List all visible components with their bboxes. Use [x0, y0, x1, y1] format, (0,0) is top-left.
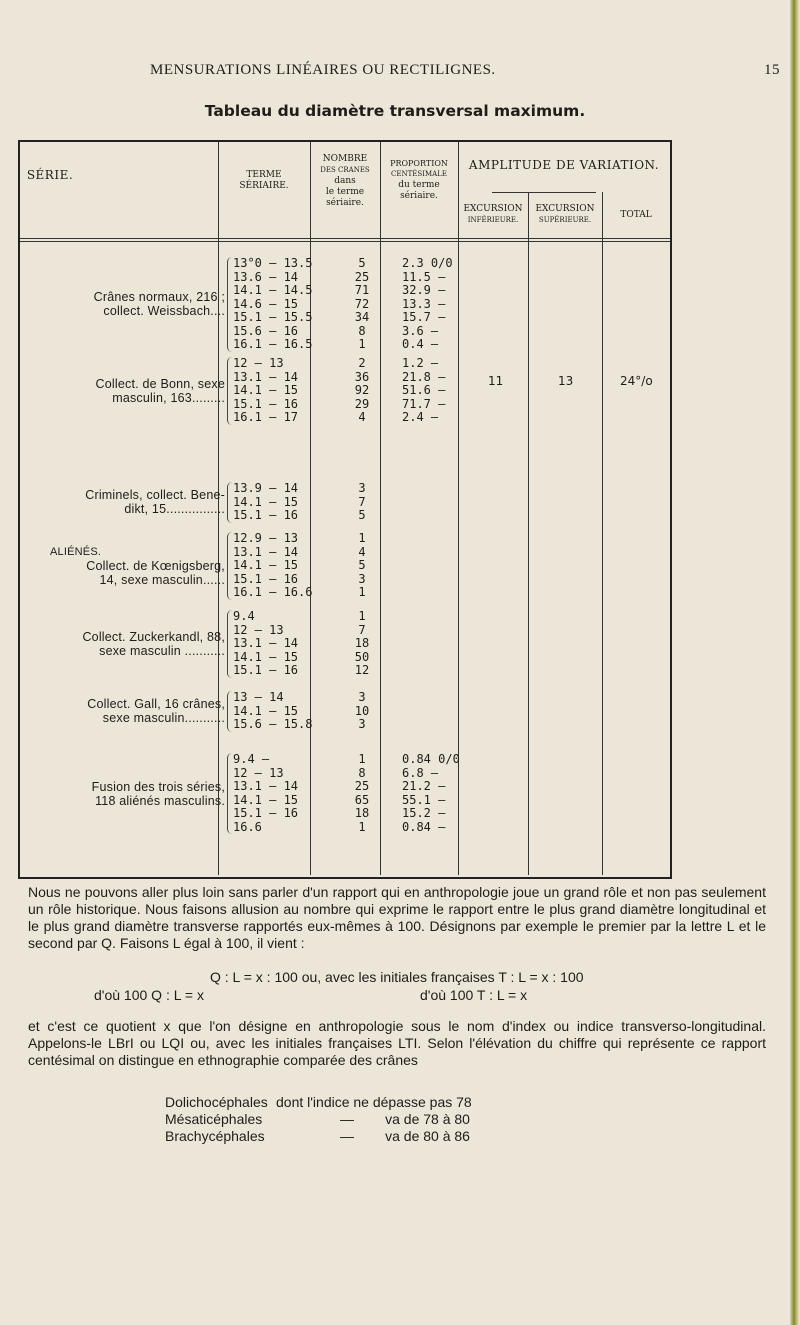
- count-cell: 5: [358, 508, 366, 522]
- term-cell: 14.1 — 15: [233, 792, 299, 807]
- count-cell: 25: [354, 779, 370, 793]
- series-label: [20, 697, 225, 725]
- paragraph-rapport: Nous ne pouvons aller plus loin sans parler d'un rapport qui en anthropologie joue un grand rôle et non pas seulement un rôle historique. Nous faisons allusion au nombre qui exprime le rapport entre le plus grand diamètre longitudinal et le plus grand diamètre transverse rapportés eux-mêmes à 100. Désignons par exemple le premier par la lettre L et le second par Q. Faisons L égal à 100, il vient :: [28, 884, 766, 951]
- count-cell: 71: [354, 283, 370, 297]
- series-label-line: Collect. de Kœnigsberg,: [86, 558, 225, 573]
- term-cell: 16.1 — 17: [233, 410, 299, 424]
- header-proportion-l4: sériaire.: [400, 191, 438, 201]
- term-cell: 14.1 — 14.5: [233, 283, 313, 297]
- brace: [227, 357, 232, 425]
- count-cell: 5: [358, 256, 366, 270]
- term-cell: 15.1 — 16: [233, 508, 299, 522]
- count-cell: 8: [358, 765, 366, 780]
- header-nombre: [310, 154, 380, 209]
- page-edge: [790, 0, 800, 1325]
- column-divider: [602, 192, 603, 875]
- header-exc-inf-l2: INFÉRIEURE.: [467, 216, 519, 224]
- term-cell: 15.1 — 16: [233, 663, 299, 677]
- brace: [227, 610, 232, 678]
- count-cell: 2: [358, 356, 366, 370]
- term-cell: 14.1 — 15: [233, 383, 299, 397]
- brace: [227, 482, 232, 523]
- formula-2a: d'où 100 Q : L = x: [94, 987, 204, 1003]
- table-title: Tableau du diamètre transversal maximum.: [204, 102, 586, 120]
- column-divider: [528, 192, 529, 875]
- proportion-cell: 21.8 —: [402, 369, 446, 384]
- series-label-line: collect. Weissbach....: [103, 304, 225, 319]
- term-column: [233, 357, 328, 425]
- header-proportion-l3: du terme: [398, 180, 440, 190]
- header-proportion-l1: PROPORTION: [390, 159, 448, 168]
- header-nombre-l1: NOMBRE: [322, 154, 368, 164]
- header-terme-l1: TERME: [246, 170, 282, 180]
- count-cell: 3: [358, 481, 366, 495]
- count-column: [326, 753, 398, 834]
- count-cell: 4: [358, 544, 366, 559]
- count-cell: 25: [354, 269, 370, 284]
- header-rule: [20, 238, 670, 239]
- running-header: [150, 62, 780, 79]
- term-cell: 14.6 — 15: [233, 296, 299, 311]
- series-label-line: Crânes normaux, 216 ;: [93, 290, 225, 305]
- count-cell: 50: [354, 649, 370, 664]
- header-amplitude: AMPLITUDE DE VARIATION.: [468, 158, 660, 172]
- proportion-column: [398, 753, 480, 834]
- term-column: [233, 753, 328, 834]
- proportion-cell: 71.7 —: [402, 396, 446, 411]
- series-label-line: 14, sexe masculin......: [99, 572, 225, 587]
- term-cell: 15.1 — 16: [233, 396, 299, 411]
- proportion-cell: 21.2 —: [402, 779, 446, 793]
- header-nombre-l2: DES CRANES: [320, 166, 370, 174]
- amplitude-total: 24°/o: [620, 374, 653, 388]
- term-cell: 16.1 — 16.6: [233, 585, 313, 599]
- list-definition: — va de 80 à 86: [340, 1128, 470, 1144]
- header-serie: SÉRIE.: [26, 168, 74, 182]
- proportion-cell: 6.8 —: [402, 765, 439, 780]
- series-label: [20, 488, 225, 516]
- series-label: [20, 630, 225, 658]
- term-cell: 16.6: [233, 819, 262, 834]
- term-column: [233, 691, 328, 732]
- series-label-line: 118 aliénés masculins.: [95, 793, 225, 808]
- header-exc-sup-l2: SUPÉRIEURE.: [538, 216, 592, 224]
- count-cell: 18: [354, 636, 370, 650]
- paragraph-index: et c'est ce quotient x que l'on désigne en anthropologie sous le nom d'index ou indice transverso-longitudinal. Appelons-le LBrI ou LQI ou, avec les initiales françaises LTI. Selon l'élévation du chiffre qui représente ce rapport centésimal on distingue en ethnographie comparée des crânes: [28, 1018, 766, 1068]
- brace: [227, 753, 232, 834]
- proportion-cell: 2.4 —: [402, 410, 439, 424]
- proportion-cell: 0.84 0/0: [402, 752, 460, 766]
- count-cell: 8: [358, 323, 366, 338]
- term-cell: 13°0 — 13.5: [233, 256, 313, 270]
- term-cell: 12 — 13: [233, 356, 284, 370]
- header-nombre-l5: sériaire.: [326, 198, 364, 208]
- proportion-cell: 15.2 —: [402, 806, 446, 820]
- count-cell: 65: [354, 792, 370, 807]
- proportion-cell: 3.6 —: [402, 323, 439, 338]
- header-total: TOTAL: [620, 210, 652, 220]
- header-rule: [20, 241, 670, 242]
- term-cell: 13 — 14: [233, 690, 284, 704]
- brace: [227, 532, 232, 600]
- proportion-column: [398, 257, 480, 352]
- term-cell: 15.1 — 15.5: [233, 310, 313, 324]
- term-cell: 9.4: [233, 609, 255, 623]
- term-cell: 16.1 — 16.5: [233, 337, 313, 351]
- count-column: [326, 610, 398, 678]
- term-cell: 12 — 13: [233, 765, 284, 780]
- term-cell: 9.4 —: [233, 752, 270, 766]
- count-cell: 1: [358, 609, 366, 623]
- term-cell: 13.1 — 14: [233, 544, 299, 559]
- amplitude-inferior: 11: [488, 374, 504, 388]
- term-cell: 13.9 — 14: [233, 481, 299, 495]
- series-label-line: sexe masculin ...........: [99, 643, 225, 658]
- count-column: [326, 257, 398, 352]
- header-terme: [218, 170, 310, 192]
- term-cell: 15.1 — 16: [233, 571, 299, 586]
- term-cell: 15.6 — 16: [233, 323, 299, 338]
- count-cell: 3: [358, 571, 366, 586]
- measurement-table: [18, 140, 672, 879]
- term-cell: 14.1 — 15: [233, 703, 299, 718]
- term-cell: 12 — 13: [233, 622, 284, 637]
- term-cell: 14.1 — 15: [233, 494, 299, 509]
- amplitude-rule: [492, 192, 596, 193]
- term-column: [233, 610, 328, 678]
- proportion-column: [398, 357, 480, 425]
- list-definition: dont l'indice ne dépasse pas 78: [276, 1094, 472, 1110]
- header-nombre-l4: le terme: [325, 187, 365, 197]
- count-column: [326, 532, 398, 600]
- series-label: [20, 377, 225, 405]
- header-exc-inf-l1: EXCURSION: [463, 204, 523, 214]
- series-label-line: Criminels, collect. Bene-: [85, 488, 225, 503]
- term-cell: 13.6 — 14: [233, 269, 299, 284]
- term-cell: 12.9 — 13: [233, 531, 299, 545]
- count-cell: 1: [358, 531, 366, 545]
- proportion-cell: 0.4 —: [402, 337, 439, 351]
- series-label-line: masculin, 163.........: [112, 390, 225, 405]
- term-cell: 15.1 — 16: [233, 806, 299, 820]
- count-cell: 3: [358, 690, 366, 704]
- list-term: Dolichocéphales: [165, 1094, 268, 1110]
- proportion-cell: 51.6 —: [402, 383, 446, 397]
- formula-2b: d'où 100 T : L = x: [420, 987, 528, 1003]
- proportion-cell: 11.5 —: [402, 269, 446, 284]
- count-cell: 7: [358, 622, 366, 637]
- series-label-line: Collect. Gall, 16 crânes,: [87, 697, 225, 712]
- header-proportion: [380, 158, 458, 202]
- count-cell: 5: [358, 558, 366, 572]
- brace: [227, 691, 232, 732]
- count-cell: 1: [358, 752, 366, 766]
- count-cell: 1: [358, 585, 366, 599]
- list-definition: — va de 78 à 80: [340, 1111, 470, 1127]
- brace: [227, 257, 232, 352]
- header-exc-inf: [458, 204, 528, 226]
- count-cell: 7: [358, 494, 366, 509]
- proportion-cell: 13.3 —: [402, 296, 446, 311]
- header-exc-sup-l1: EXCURSION: [535, 204, 595, 214]
- proportion-cell: 15.7 —: [402, 310, 446, 324]
- series-label-line: ALIÉNÉS.: [50, 545, 102, 558]
- series-label: [20, 780, 225, 808]
- term-cell: 13.1 — 14: [233, 779, 299, 793]
- proportion-cell: 2.3 0/0: [402, 256, 453, 270]
- count-column: [326, 357, 398, 425]
- count-cell: 72: [354, 296, 370, 311]
- list-term: Mésaticéphales: [165, 1111, 263, 1127]
- count-cell: 10: [354, 703, 370, 718]
- series-label-line: Collect. de Bonn, sexe: [95, 376, 225, 391]
- header-exc-sup: [528, 204, 602, 226]
- proportion-cell: 0.84 —: [402, 819, 446, 834]
- count-column: [326, 482, 398, 523]
- term-column: [233, 532, 328, 600]
- count-cell: 12: [354, 663, 370, 677]
- series-label: [20, 290, 225, 318]
- term-cell: 13.1 — 14: [233, 369, 299, 384]
- proportion-cell: 55.1 —: [402, 792, 446, 807]
- header-proportion-l2: CENTÉSIMALE: [391, 170, 447, 178]
- amplitude-superior: 13: [558, 374, 574, 388]
- proportion-cell: 1.2 —: [402, 356, 439, 370]
- count-cell: 18: [354, 806, 370, 820]
- series-label-line: Fusion des trois séries,: [91, 779, 225, 794]
- count-cell: 36: [354, 369, 370, 384]
- term-column: [233, 257, 328, 352]
- count-cell: 34: [354, 310, 370, 324]
- count-column: [326, 691, 398, 732]
- count-cell: 92: [354, 383, 370, 397]
- term-cell: 13.1 — 14: [233, 636, 299, 650]
- count-cell: 29: [354, 396, 370, 411]
- count-cell: 1: [358, 337, 366, 351]
- list-term: Brachycéphales: [165, 1128, 265, 1144]
- series-label-line: Collect. Zuckerkandl, 88,: [82, 629, 225, 644]
- header-nombre-l3: dans: [334, 176, 356, 186]
- term-column: [233, 482, 328, 523]
- count-cell: 4: [358, 410, 366, 424]
- count-cell: 1: [358, 819, 366, 834]
- page-number: 15: [764, 62, 780, 78]
- term-cell: 14.1 — 15: [233, 558, 299, 572]
- count-cell: 3: [358, 717, 366, 731]
- running-title: MENSURATIONS LINÉAIRES OU RECTILIGNES.: [150, 62, 496, 78]
- series-label-line: sexe masculin...........: [102, 711, 225, 726]
- term-cell: 15.6 — 15.8: [233, 717, 313, 731]
- formula-1: Q : L = x : 100 ou, avec les initiales françaises T : L = x : 100: [210, 969, 584, 985]
- header-terme-l2: SÉRIAIRE.: [239, 181, 289, 191]
- proportion-cell: 32.9 —: [402, 283, 446, 297]
- series-label: [20, 545, 225, 587]
- series-label-line: dikt, 15................: [124, 502, 225, 517]
- term-cell: 14.1 — 15: [233, 649, 299, 664]
